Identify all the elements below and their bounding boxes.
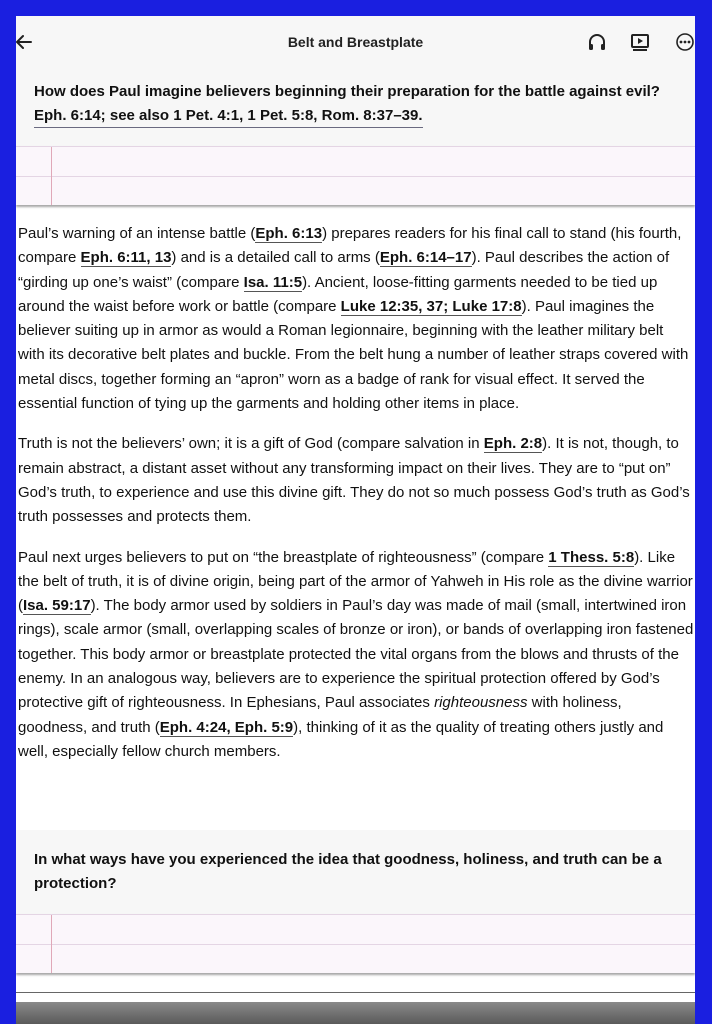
answer-field-1[interactable] xyxy=(16,146,695,205)
paragraph-text: Paul’s warning of an intense battle ( xyxy=(18,225,256,242)
question-2 xyxy=(16,830,695,914)
paragraph-text: Paul next urges believers to put on “the breastplate of righteousness” (compare xyxy=(18,548,549,566)
answer-margin-line xyxy=(51,147,52,205)
scripture-reference-link[interactable]: Eph. 4:24, Eph. 5:9 xyxy=(159,718,294,736)
scripture-reference-link[interactable]: Isa. 11:5 xyxy=(243,273,303,291)
emphasis-text: righteousness xyxy=(434,694,528,712)
answer-rule xyxy=(16,176,695,177)
divider xyxy=(16,992,695,993)
more-button[interactable] xyxy=(673,30,695,54)
headphones-icon xyxy=(587,32,607,52)
paragraph-text: ). It is not, though, to remain abstract, a distant asset without any transforming impact on their lives. They are to “put on” God’s truth, to experience and use this divine gift. They do not so much possess God’s truth as God’s truth possesses and protects them. xyxy=(18,435,690,526)
scripture-reference-link[interactable]: Eph. 6:14–17 xyxy=(379,249,472,267)
audio-button[interactable] xyxy=(585,30,609,54)
video-button[interactable] xyxy=(628,30,652,54)
paragraph-text: ) prepares readers for his final call to stand (his fourth, compare xyxy=(18,225,682,267)
question-1 xyxy=(16,70,695,146)
paragraph-text: ). Like the belt of truth, it is of divine origin, being part of the armor of Yahweh in His role as the divine warrior ( xyxy=(18,548,693,615)
paragraph-text: ). The body armor used by soldiers in Paul’s day was made of mail (small, intertwined iron rings), scale armor (small, overlapping scales of bronze or iron), or bands of overlapping iron fastened together. This body armor or breastplate protected the vital organs from the blows and thrusts of the enemy. In an analogous way, believers are to experience the spiritual protection offered by God’s protective gift of righteousness. In Ephesians, Paul associates xyxy=(18,597,694,712)
scripture-reference-link[interactable]: Luke 12:35, 37; Luke 17:8 xyxy=(340,297,522,315)
app-window xyxy=(16,16,695,1024)
paragraph-text: ). Paul describes the action of “girding up one’s waist” (compare xyxy=(18,249,670,291)
answer-rule xyxy=(16,944,695,945)
paragraph-3 xyxy=(18,546,694,765)
more-icon xyxy=(675,32,695,52)
scripture-reference-link[interactable]: Eph. 6:11, 13 xyxy=(80,249,172,267)
paragraph-1 xyxy=(18,222,694,416)
question-1-text: How does Paul imagine believers beginning their preparation for the battle against evil? xyxy=(34,83,660,100)
video-icon xyxy=(630,32,650,52)
top-bar xyxy=(16,16,695,70)
scripture-reference-link[interactable]: 1 Thess. 5:8 xyxy=(548,548,635,566)
question-2-text: In what ways have you experienced the idea that goodness, holiness, and truth can be a protection? xyxy=(34,851,662,892)
paragraph-text: ) and is a detailed call to arms ( xyxy=(171,249,380,267)
paragraph-text: ). Paul imagines the believer suiting up in armor as would a Roman legionnaire, beginning with the leather military belt with its decorative belt plates and buckle. From the belt hung a number of leather straps covered with metal discs, together forming an “apron” worn as a badge of rank for visual effect. It served the essential function of tying up the garments and holding other items in place. xyxy=(18,297,689,413)
paragraph-text: Truth is not the believers’ own; it is a gift of God (compare salvation in xyxy=(18,435,484,453)
scripture-reference-link[interactable]: Isa. 59:17 xyxy=(23,597,91,615)
question-1-references[interactable]: Eph. 6:14; see also 1 Pet. 4:1, 1 Pet. 5:8, Rom. 8:37–39. xyxy=(34,105,423,128)
answer-margin-line xyxy=(51,915,52,973)
paragraph-text: ), thinking of it as the quality of treating others justly and well, especially fellow church members. xyxy=(18,718,664,760)
paragraph-text: ). Ancient, loose-fitting garments needed to be tied up around the waist before work or battle (compare xyxy=(18,273,658,315)
bottom-toolbar xyxy=(16,1002,695,1024)
page-title: Belt and Breastplate xyxy=(287,34,424,50)
scripture-reference-link[interactable]: Eph. 6:13 xyxy=(255,225,323,242)
answer-field-2[interactable] xyxy=(16,914,695,973)
study-text xyxy=(18,222,694,780)
paragraph-2 xyxy=(18,432,694,529)
paragraph-text: with holiness, goodness, and truth ( xyxy=(18,694,622,736)
scripture-reference-link[interactable]: Eph. 2:8 xyxy=(483,435,543,453)
